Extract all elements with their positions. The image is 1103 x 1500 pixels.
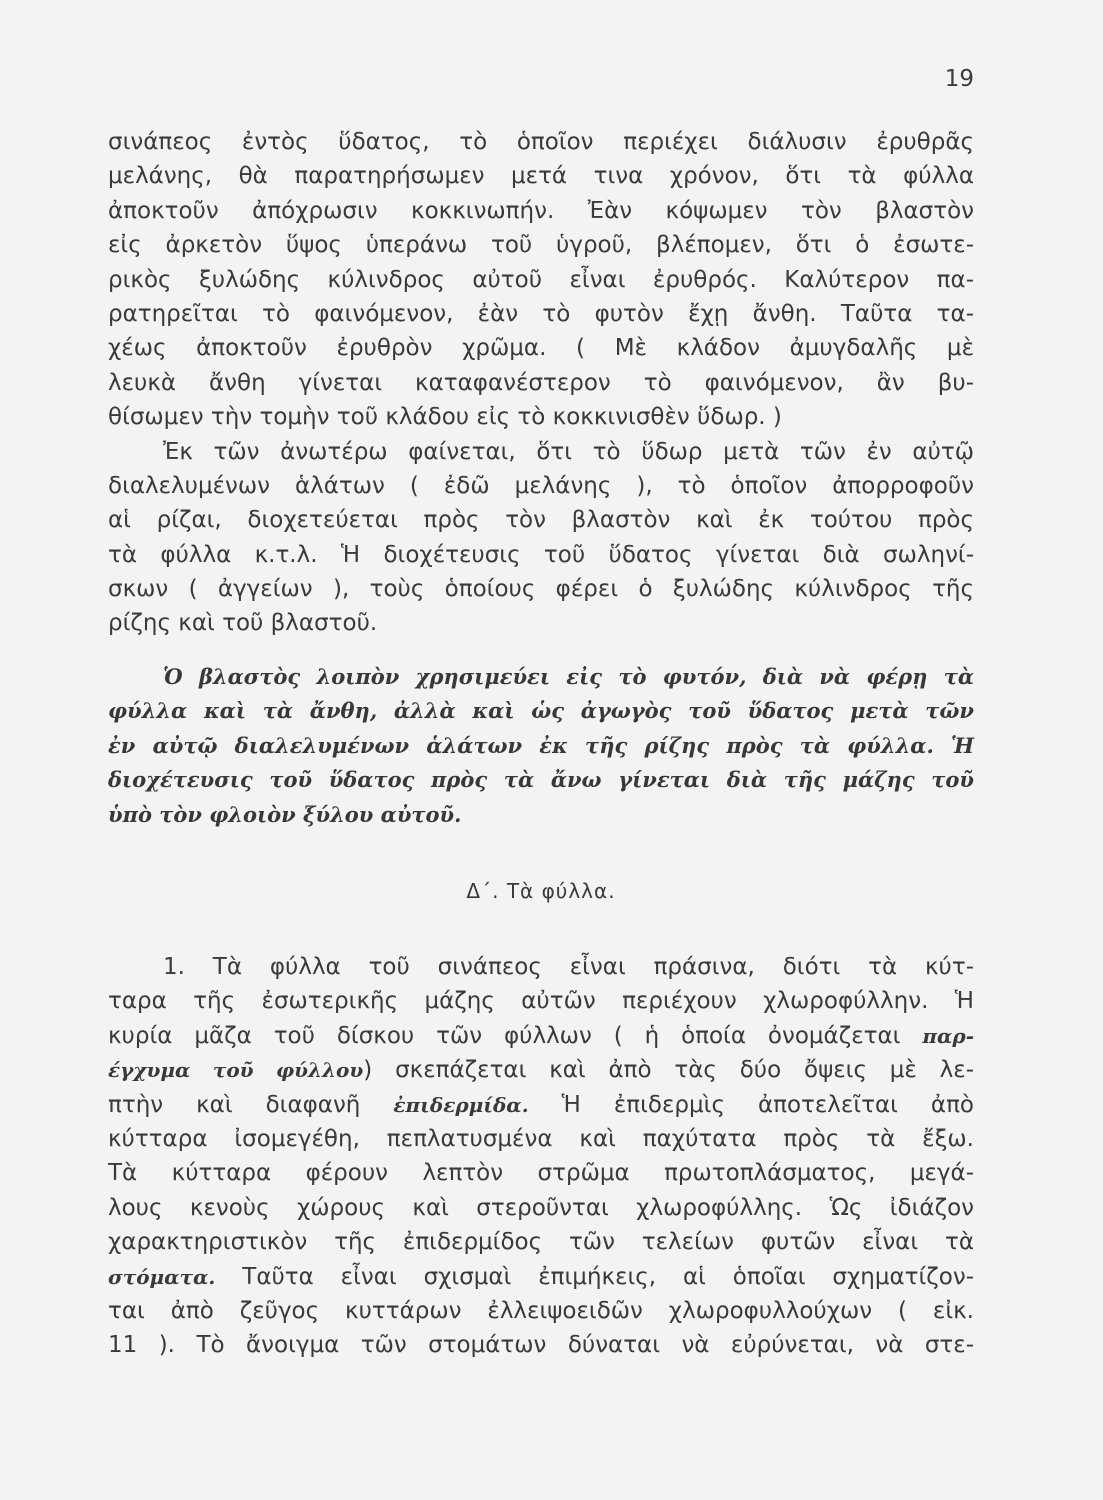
emphasis-line: Ὁ βλαστὸς λοιπὸν χρησιμεύει εἰς τὸ φυτόν, διὰ νὰ φέρῃ τὰ	[163, 664, 974, 689]
emphasis-line: ὑπὸ τὸν φλοιὸν ξύλου αὐτοῦ.	[108, 801, 462, 827]
text-line: σινάπεος ἐντὸς ὕδατος, τὸ ὁποῖον περιέχει διάλυσιν ἐρυθρᾶς	[108, 129, 974, 155]
text-line: ἀποκτοῦν ἀπόχρωσιν κοκκινωπήν. Ἐὰν κόψωμεν τὸν βλαστὸν	[108, 197, 974, 224]
text-line	[108, 1088, 974, 1122]
text-line: ρίζης καὶ τοῦ βλαστοῦ.	[108, 610, 378, 637]
emphasis-line: διοχέτευσις τοῦ ὕδατος πρὸς τὰ ἄνω γίνεται διὰ τῆς μάζης τοῦ	[108, 767, 974, 793]
body-text-bottom	[108, 950, 974, 1363]
text-run: κυρία μᾶζα τοῦ δίσκου τῶν φύλλων ( ἡ ὁποία ὀνομάζεται	[108, 1022, 923, 1049]
text-line: χέως ἀποκτοῦν ἐρυθρὸν χρῶμα. ( Μὲ κλάδον ἀμυγδαλῆς μὲ	[108, 335, 974, 362]
text-line	[108, 1260, 974, 1294]
summary-emphasis	[108, 660, 974, 832]
term-parenchyma: παρ-	[922, 1023, 974, 1048]
text-line: ταρα τῆς ἐσωτερικῆς μάζης αὐτῶν περιέχουν χλωροφύλλην. Ἡ	[108, 988, 974, 1015]
body-text-top	[108, 125, 974, 641]
text-line	[108, 1019, 974, 1053]
text-line: σκων ( ἀγγείων ), τοὺς ὁποίους φέρει ὁ ξυλώδης κύλινδρος τῆς	[108, 576, 974, 603]
text-line: 11 ). Τὸ ἄνοιγμα τῶν στομάτων δύναται νὰ εὐρύνεται, νὰ στε-	[108, 1332, 974, 1359]
text-line: αἱ ρίζαι, διοχετεύεται πρὸς τὸν βλαστὸν καὶ ἐκ τούτου πρὸς	[108, 507, 974, 534]
text-line: Ἐκ τῶν ἀνωτέρω φαίνεται, ὅτι τὸ ὕδωρ μετὰ τῶν ἐν αὐτῷ	[163, 438, 974, 465]
text-line	[108, 1053, 974, 1087]
text-run: πτὴν καὶ διαφανῆ	[108, 1091, 394, 1118]
text-run: Ἡ ἐπιδερμὶς ἀποτελεῖται ἀπὸ	[528, 1091, 974, 1118]
term-epidermis: ἐπιδερμίδα.	[393, 1092, 529, 1117]
text-line: λους κενοὺς χώρους καὶ στεροῦνται χλωροφύλλης. Ὡς ἰδιάζον	[108, 1194, 974, 1221]
text-line: διαλελυμένων ἁλάτων ( ἐδῶ μελάνης ), τὸ ὁποῖον ἀπορροφοῦν	[108, 472, 974, 499]
text-line: Τὰ κύτταρα φέρουν λεπτὸν στρῶμα πρωτοπλάσματος, μεγά-	[108, 1160, 974, 1187]
text-line: χαρακτηριστικὸν τῆς ἐπιδερμίδος τῶν τελείων φυτῶν εἶναι τὰ	[108, 1229, 974, 1256]
text-line: 1. Τὰ φύλλα τοῦ σινάπεος εἶναι πράσινα, διότι τὰ κύτ-	[163, 954, 974, 980]
text-line: λευκὰ ἄνθη γίνεται καταφανέστερον τὸ φαινόμενον, ἂν βυ-	[108, 369, 974, 396]
text-line: ται ἀπὸ ζεῦγος κυττάρων ἐλλειψοειδῶν χλωροφυλλούχων ( εἰκ.	[108, 1297, 974, 1324]
text-line: κύτταρα ἰσομεγέθη, πεπλατυσμένα καὶ παχύτατα πρὸς τὰ ἔξω.	[108, 1125, 974, 1152]
text-line: μελάνης, θὰ παρατηρήσωμεν μετά τινα χρόνον, ὅτι τὰ φύλλα	[108, 163, 974, 190]
term-stomata: στόματα.	[108, 1264, 216, 1289]
page-number: 19	[944, 66, 974, 92]
text-line: ρατηρεῖται τὸ φαινόμενον, ἐὰν τὸ φυτὸν ἔχῃ ἄνθη. Ταῦτα τα-	[108, 300, 974, 327]
term-parenchyma-cont: έγχυμα τοῦ φύλλου	[108, 1058, 364, 1083]
text-run: Ταῦτα εἶναι σχισμαὶ ἐπιμήκεις, αἱ ὁποῖαι σχηματίζον-	[215, 1263, 974, 1290]
text-line: τὰ φύλλα κ.τ.λ. Ἡ διοχέτευσις τοῦ ὕδατος γίνεται διὰ σωληνί-	[108, 541, 974, 568]
text-run: ) σκεπάζεται καὶ ἀπὸ τὰς δύο ὄψεις μὲ λε-	[363, 1057, 974, 1084]
emphasis-line: ἐν αὐτῷ διαλελυμένων ἁλάτων ἐκ τῆς ρίζης πρὸς τὰ φύλλα. Ἡ	[108, 732, 974, 758]
emphasis-line: φύλλα καὶ τὰ ἄνθη, ἀλλὰ καὶ ὡς ἀγωγὸς τοῦ ὕδατος μετὰ τῶν	[108, 698, 974, 724]
text-line: εἰς ἀρκετὸν ὕψος ὑπεράνω τοῦ ὑγροῦ, βλέπομεν, ὅτι ὁ ἐσωτε-	[108, 232, 974, 259]
text-line: ρικὸς ξυλώδης κύλινδρος αὐτοῦ εἶναι ἐρυθρός. Καλύτερον πα-	[108, 266, 974, 293]
text-line: θίσωμεν τὴν τομὴν τοῦ κλάδου εἰς τὸ κοκκινισθὲν ὕδωρ. )	[108, 404, 782, 431]
section-heading: Δ΄. Τὰ φύλλα.	[466, 879, 616, 903]
